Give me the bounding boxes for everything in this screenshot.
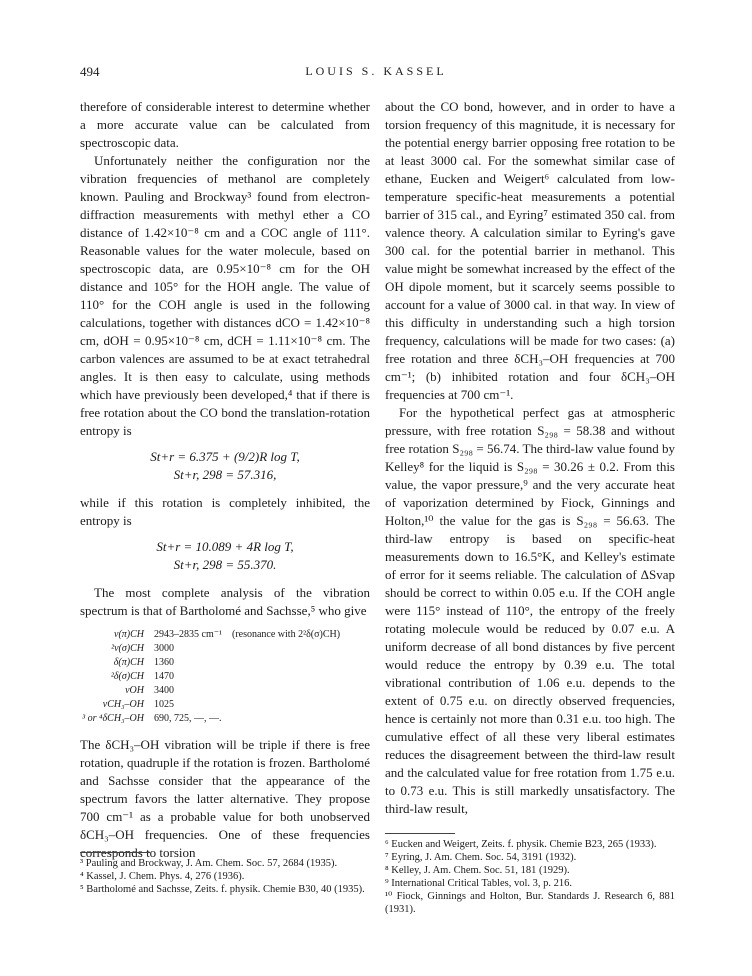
vibration-note <box>232 642 350 656</box>
paragraph: while if this rotation is completely inhibited, the entropy is <box>80 495 370 528</box>
footnote: ⁶ Eucken and Weigert, Zeits. f. physik. Chemie B23, 265 (1933). <box>385 839 657 850</box>
equation-block <box>80 448 370 484</box>
right-column <box>385 98 675 818</box>
vibration-symbol: ν(π)CH <box>114 629 144 640</box>
vibration-note <box>232 684 350 698</box>
vibration-symbol: νCH₃–OH <box>102 699 144 710</box>
paragraph: therefore of considerable interest to determine whether a more accurate value can be calculated from spectroscopic data. <box>80 99 370 150</box>
vibration-value: 2943–2835 cm⁻¹ <box>154 629 222 640</box>
footnote: ⁸ Kelley, J. Am. Chem. Soc. 51, 181 (1929). <box>385 865 570 876</box>
paragraph: about the CO bond, however, and in order to have a torsion frequency of this magnitude, it is necessary for the potential energy barrier opposing free rotation to be at least 3000 cal. For the somewhat similar case of ethane, Eucken and Weigert⁶ calculated from low-temperature specific-heat measurements a potential barrier of 315 cal., and Eyring⁷ estimated 350 cal. from valence theory. A calculation similar to Eyring's gave 300 cal. for the potential barrier in methanol. This value might be somewhat increased by the effect of the OH dipole moment, but it scarcely seems possible to account for a value of 3000 cal. in that way. In view of this difficulty in understanding such a high torsion frequency, calculations will be made for two cases: (a) free rotation and three δCH₃–OH frequencies at 700 cm⁻¹; (b) inhibited rotation and four δCH₃–OH frequencies at 700 cm⁻¹. <box>385 99 675 402</box>
equation-block <box>80 538 370 574</box>
footnotes-left <box>80 846 370 896</box>
vibration-symbol: δ(π)CH <box>113 657 144 668</box>
table-row <box>80 712 350 726</box>
equation: St+r, 298 = 57.316, <box>173 467 277 482</box>
footnote: ⁴ Kassel, J. Chem. Phys. 4, 276 (1936). <box>80 871 245 882</box>
left-column <box>80 98 370 862</box>
vibration-symbol: νOH <box>125 685 144 696</box>
vibration-value: 1025 <box>154 699 174 710</box>
paragraph: The δCH₃–OH vibration will be triple if there is free rotation, quadruple if the rotation is frozen. Bartholomé and Sachsse consider that the appearance of the spectrum favors the latter alternative. They propose 700 cm⁻¹ as a probable value for both unobserved δCH₃–OH frequencies. One of these frequencies corresponds to torsion <box>80 737 370 860</box>
vibration-value: 1360 <box>154 657 174 668</box>
footnote: ⁷ Eyring, J. Am. Chem. Soc. 54, 3191 (1932). <box>385 852 577 863</box>
vibration-symbol: ³ or ⁴δCH₃–OH <box>82 713 144 724</box>
vibration-symbol: ²δ(σ)CH <box>110 671 144 682</box>
table-row <box>80 642 350 656</box>
table-row <box>80 670 350 684</box>
vibration-note <box>232 670 350 684</box>
vibration-note: (resonance with 2²δ(σ)CH) <box>232 629 341 640</box>
footnote: ⁹ International Critical Tables, vol. 3, p. 216. <box>385 878 573 889</box>
vibration-value: 3400 <box>154 685 174 696</box>
equation: St+r = 10.089 + 4R log T, <box>156 539 294 554</box>
paragraph: Unfortunately neither the configuration nor the vibration frequencies of methanol are completely known. Pauling and Brockway³ found from electron-diffraction measurements with methyl ether a CO distance of 1.42×10⁻⁸ cm and a COC angle of 111°. Reasonable values for the water molecule, based on spectroscopic data, are 0.95×10⁻⁸ cm for the OH distance and 105° for the HOH angle. The value of 110° for the COH angle is used in the following calculations, together with distances dCO = 1.42×10⁻⁸ cm, dOH = 0.95×10⁻⁸ cm, dCH = 1.11×10⁻⁸ cm. The carbon valences are assumed to be at exact tetrahedral angles. It is then easy to calculate, using methods which have previously been developed,⁴ that if there is free rotation about the CO bond the translation-rotation entropy is <box>80 153 370 438</box>
table-row <box>80 656 350 670</box>
table-row <box>80 628 350 642</box>
vibration-value: 1470 <box>154 671 174 682</box>
vibration-note <box>232 656 350 670</box>
table-row <box>80 684 350 698</box>
table-row <box>80 698 350 712</box>
vibration-table <box>80 628 350 726</box>
footnote-divider <box>80 852 150 853</box>
page-number: 494 <box>80 64 100 79</box>
vibration-note <box>232 712 350 726</box>
paragraph: The most complete analysis of the vibration spectrum is that of Bartholomé and Sachsse,⁵ who give <box>80 585 370 618</box>
paragraph: For the hypothetical perfect gas at atmospheric pressure, with free rotation S₂₉₈ = 58.38 and without free rotation S₂₉₈ = 56.74. The third-law value found by Kelley⁸ for the liquid is S₂₉₈ = 30.26 ± 0.2. From this value, the vapor pressure,⁹ and the very accurate heat of vaporization determined by Fiock, Ginnings and Holton,¹⁰ the value for the gas is S₂₉₈ = 56.63. The third-law entropy is based on specific-heat measurements down to 16.5°K, and Kelley's estimate of error for it seems reliable. The calculation of ΔSvap should be correct to within 0.05 e.u. If the COH angle were 115° instead of 110°, the entropy of the freely rotating molecule would be reduced by 0.07 e.u. A uniform decrease of all bond distances by five percent would reduce the entropy by 0.39 e.u. The total vibrational contribution of 1.06 e.u. depends to the extent of 0.75 e.u. on directly observed frequencies, hence is certainly not more than 0.31 e.u. too high. The cumulative effect of all these very liberal estimates reduces the disagreement between the third-law result and the calculated value for free rotation from 1.75 e.u. to 0.73 e.u. This is still markedly unsatisfactory. The third-law result, <box>385 405 675 816</box>
footnote: ¹⁰ Fiock, Ginnings and Holton, Bur. Standards J. Research 6, 881 (1931). <box>385 891 675 915</box>
vibration-value: 690, 725, —, —. <box>154 713 222 724</box>
vibration-value: 3000 <box>154 643 174 654</box>
vibration-note <box>232 698 350 712</box>
running-head: LOUIS S. KASSEL <box>305 64 447 78</box>
footnote: ³ Pauling and Brockway, J. Am. Chem. Soc. 57, 2684 (1935). <box>80 858 338 869</box>
footnotes-right <box>385 827 675 916</box>
equation: St+r = 6.375 + (9/2)R log T, <box>150 449 300 464</box>
footnote: ⁵ Bartholomé and Sachsse, Zeits. f. physik. Chemie B30, 40 (1935). <box>80 884 365 895</box>
footnote-divider <box>385 833 455 834</box>
equation: St+r, 298 = 55.370. <box>173 557 277 572</box>
vibration-symbol: ²ν(σ)CH <box>111 643 144 654</box>
